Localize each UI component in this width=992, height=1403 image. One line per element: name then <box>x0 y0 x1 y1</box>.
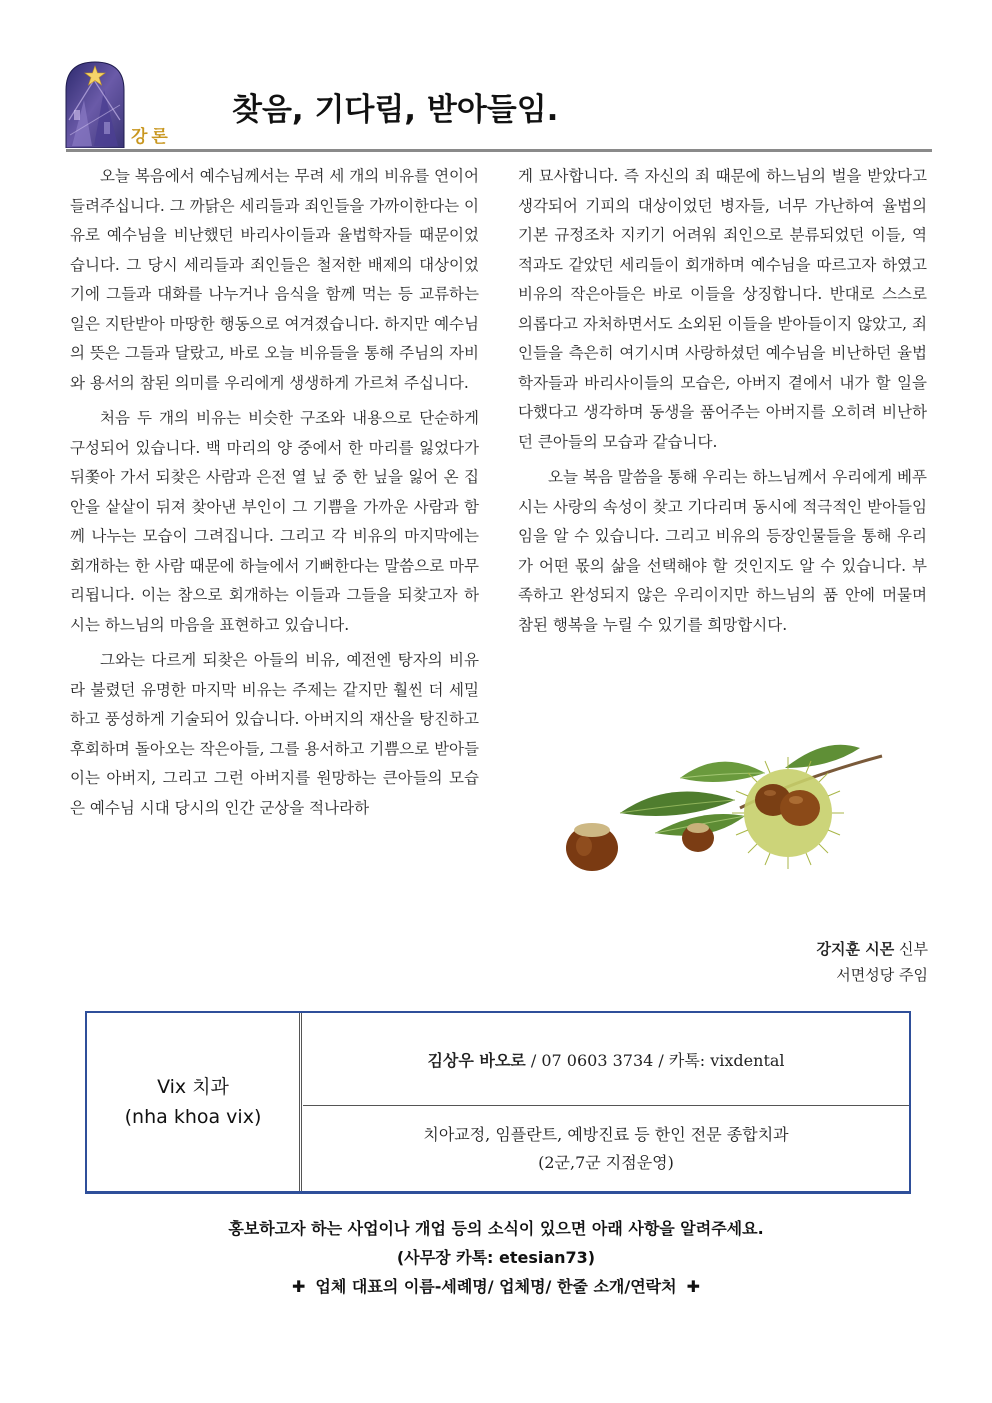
notice-line: 홍보하고자 하는 사업이나 개업 등의 소식이 있으면 아래 사항을 알려주세요. <box>228 1219 764 1238</box>
notice-requirements <box>0 1272 992 1301</box>
notice-contact: (사무장 카톡: etesian73) <box>396 1248 596 1267</box>
paragraph: 그와는 다르게 되찾은 아들의 비유, 예전엔 탕자의 비유라 불렸던 유명한 마지막 비유는 주제는 같지만 훨씬 더 세밀하고 풍성하게 기술되어 있습니다. 아버지의 재산을 탕진하고 후회하며 돌아오는 작은아들, 그를 용서하고 기쁨으로 받아들이는 아버지, 그리고 그런 아버지를 원망하는 큰아들의 모습은 예수님 시대 당시의 인간 군상을 적나라하 <box>70 651 479 817</box>
ad-contact-name: 김상우 바오로 <box>427 1050 526 1070</box>
ad-description: 치아교정, 임플란트, 예방진료 등 한인 전문 종합치과 <box>423 1124 789 1144</box>
author-name: 강지훈 시몬 <box>816 940 895 958</box>
author-signature <box>817 936 928 988</box>
notice-items: 업체 대표의 이름-세례명/ 업체명/ 한줄 소개/연락처 <box>315 1277 677 1296</box>
ad-branches: (2군,7군 지점운영) <box>538 1152 674 1172</box>
chestnut-illustration <box>560 738 890 888</box>
advertising-notice <box>0 1214 992 1301</box>
ad-business-name: Vix 치과 <box>157 1076 229 1098</box>
cross-icon: ✚ <box>686 1277 700 1296</box>
signature-line <box>817 936 928 962</box>
cross-icon: ✚ <box>292 1277 306 1296</box>
ad-business-alt-name: (nha khoa vix) <box>124 1106 262 1128</box>
paragraph: 오늘 복음에서 예수님께서는 무려 세 개의 비유를 연이어 들려주십니다. 그 까닭은 세리들과 죄인들을 가까이한다는 이유로 예수님을 비난했던 바리사이들과 율법학자들 때문이었습니다. 그 당시 세리들과 죄인들은 철저한 배제의 대상이었기에 그들과 대화를 나누거나 음식을 함께 먹는 등 교류하는 일은 지탄받아 마땅한 행동으로 여겨졌습니다. 하지만 예수님의 뜻은 그들과 달랐고, 바로 오늘 비유들을 통해 주님의 자비와 용서의 참된 의미를 우리에게 생생하게 가르쳐 주십니다. <box>70 167 479 392</box>
ad-description-cell <box>303 1106 909 1191</box>
header-divider <box>66 149 932 152</box>
paragraph: 처음 두 개의 비유는 비슷한 구조와 내용으로 단순하게 구성되어 있습니다. 백 마리의 양 중에서 한 마리를 잃었다가 뒤쫓아 가서 되찾은 사람과 은전 열 닢 중 한 닢을 잃어 온 집안을 샅샅이 뒤져 찾아낸 부인이 그 기쁨을 가까운 사람과 함께 나누는 모습이 그려집니다. 그리고 각 비유의 마지막에는 회개하는 한 사람 때문에 하늘에서 기뻐한다는 말씀으로 마무리됩니다. 이는 참으로 회개하는 이들과 그들을 되찾고자 하시는 하느님의 마음을 표현하고 있습니다. <box>70 409 479 634</box>
ad-business-cell <box>87 1013 302 1191</box>
paragraph: 게 묘사합니다. 즉 자신의 죄 때문에 하느님의 벌을 받았다고 생각되어 기피의 대상이었던 병자들, 너무 가난하여 율법의 기본 규정조차 지키기 어려워 죄인으로 분류되었던 이들, 역적과도 같았던 세리들이 회개하며 예수님을 따르고자 하였고 비유의 작은아들은 바로 이들을 상징합니다. 반대로 스스로 의롭다고 자처하면서도 소외된 이들을 받아들이지 않았고, 죄인들을 측은히 여기시며 사랑하셨던 예수님을 비난하던 율법학자들과 바리사이들의 모습은, 아버지 곁에서 내가 할 일을 다했다고 생각하며 동생을 품어주는 아버지를 오히려 비난하던 큰아들의 모습과 같습니다. <box>518 167 927 451</box>
stained-glass-logo <box>64 60 126 148</box>
page-title: 찾음, 기다림, 받아들임. <box>232 92 559 128</box>
author-parish: 서면성당 주임 <box>836 966 928 984</box>
author-role: 신부 <box>899 940 928 958</box>
article-left-column <box>70 162 479 829</box>
paragraph: 오늘 복음 말씀을 통해 우리는 하느님께서 우리에게 베푸시는 사랑의 속성이 찾고 기다리며 동시에 적극적인 받아들임임을 알 수 있습니다. 그리고 비유의 등장인물들을 통해 우리가 어떤 몫의 삶을 선택해야 할 것인지도 알 수 있습니다. 부족하고 완성되지 않은 우리이지만 하느님의 품 안에 머물며 참된 행복을 누릴 수 있기를 희망합시다. <box>518 468 927 634</box>
ad-contact-details: / 07 0603 3734 / 카톡: vixdental <box>525 1050 785 1070</box>
ad-contact-cell <box>303 1013 909 1106</box>
section-label: 강론 <box>131 127 172 147</box>
article-right-column <box>518 162 927 646</box>
advertisement-box <box>85 1011 911 1194</box>
